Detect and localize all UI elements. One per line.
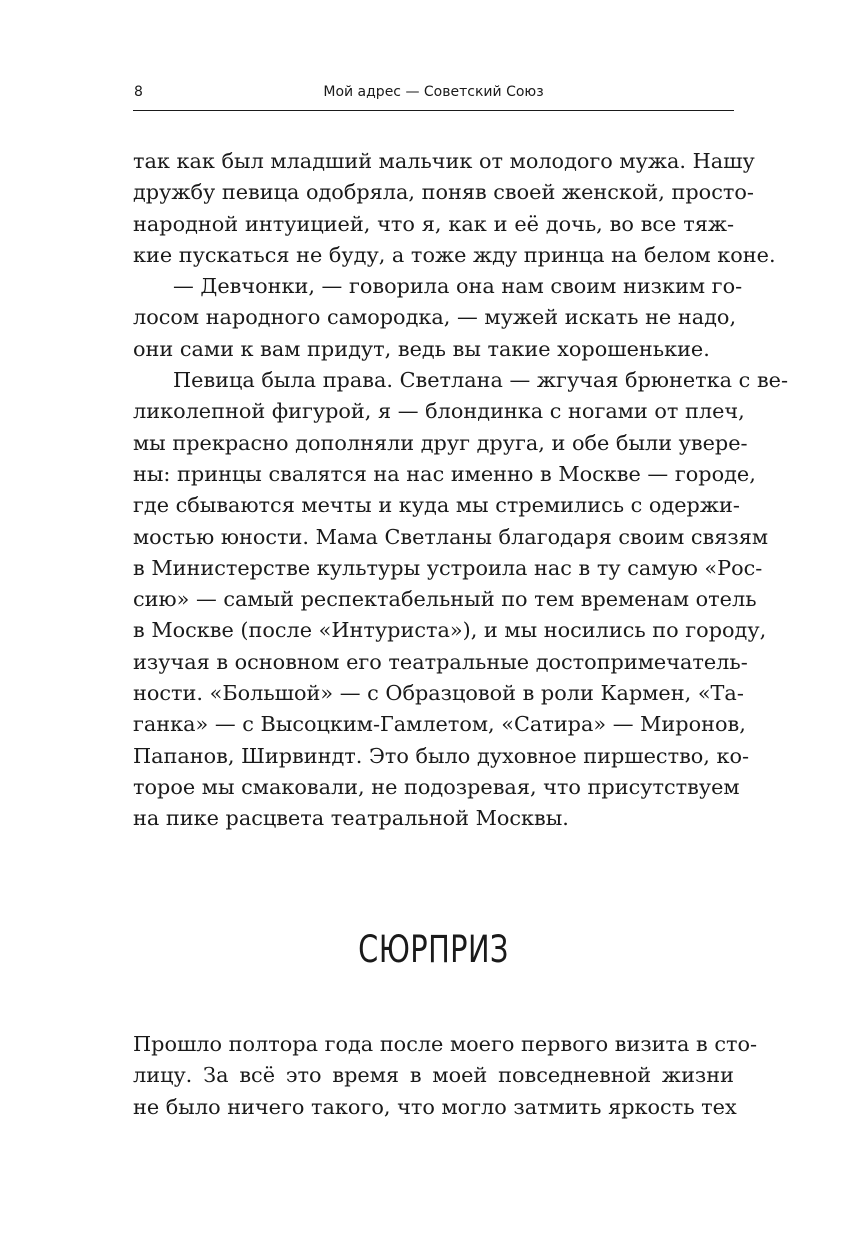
text-line: так как был младший мальчик от молодого мужа. Нашу [133,149,755,173]
body-text-block-2 [133,1029,758,1123]
text-line: где сбываются мечты и куда мы стремились с одержи- [133,493,740,518]
body-text-block-1 [133,146,788,835]
running-header [133,80,734,111]
text-line: Папанов, Ширвиндт. Это было духовное пиршество, ко- [133,743,750,768]
text-line: кие пускаться не буду, а тоже жду принца на белом коне. [133,242,776,267]
text-line: в Министерстве культуры устроила нас в ту самую «Рос- [133,555,763,580]
text-line: ности. «Большой» — с Образцовой в роли Кармен, «Та- [133,681,744,706]
text-line: дружбу певица одобряла, поняв своей женской, просто- [133,180,754,205]
text-line: лосом народного самородка, — мужей искать не надо, [133,305,737,330]
text-line: изучая в основном его театральные достопримечатель- [133,649,748,674]
text-line: народной интуицией, что я, как и её дочь, во все тяж- [133,211,734,236]
text-line: Прошло полтора года после моего первого визита в сто- [133,1032,758,1056]
text-line: ганка» — с Высоцким-Гамлетом, «Сатира» — Миронов, [133,712,746,737]
text-line: ликолепной фигурой, я — блондинка с ногами от плеч, [133,399,745,424]
text-line: Певица была права. Светлана — жгучая брюнетка с ве- [173,368,788,393]
page-number: 8 [134,84,143,100]
text-line: в Москве (после «Интуриста»), и мы носились по городу, [133,618,767,643]
text-line: ны: принцы свалятся на нас именно в Москве — городе, [133,461,756,486]
text-line: сию» — самый респектабельный по тем временам отель [133,587,757,612]
running-title: Мой адрес — Советский Союз [323,84,544,100]
text-line: лицу. За всё это время в моей повседневной жизни [133,1063,734,1088]
text-line: — Девчонки, — говорила она нам своим низким го- [173,274,743,299]
text-line: мы прекрасно дополняли друг друга, и обе были увере- [133,430,748,455]
text-line: не было ничего такого, что могло затмить яркость тех [133,1094,737,1119]
text-line: на пике расцвета театральной Москвы. [133,806,569,831]
text-line: они сами к вам придут, ведь вы такие хорошенькие. [133,336,710,361]
text-line: торое мы смаковали, не подозревая, что присутствуем [133,774,740,799]
section-title: СЮРПРИЗ [358,928,509,971]
text-line: мостью юности. Мама Светланы благодаря своим связям [133,524,768,549]
